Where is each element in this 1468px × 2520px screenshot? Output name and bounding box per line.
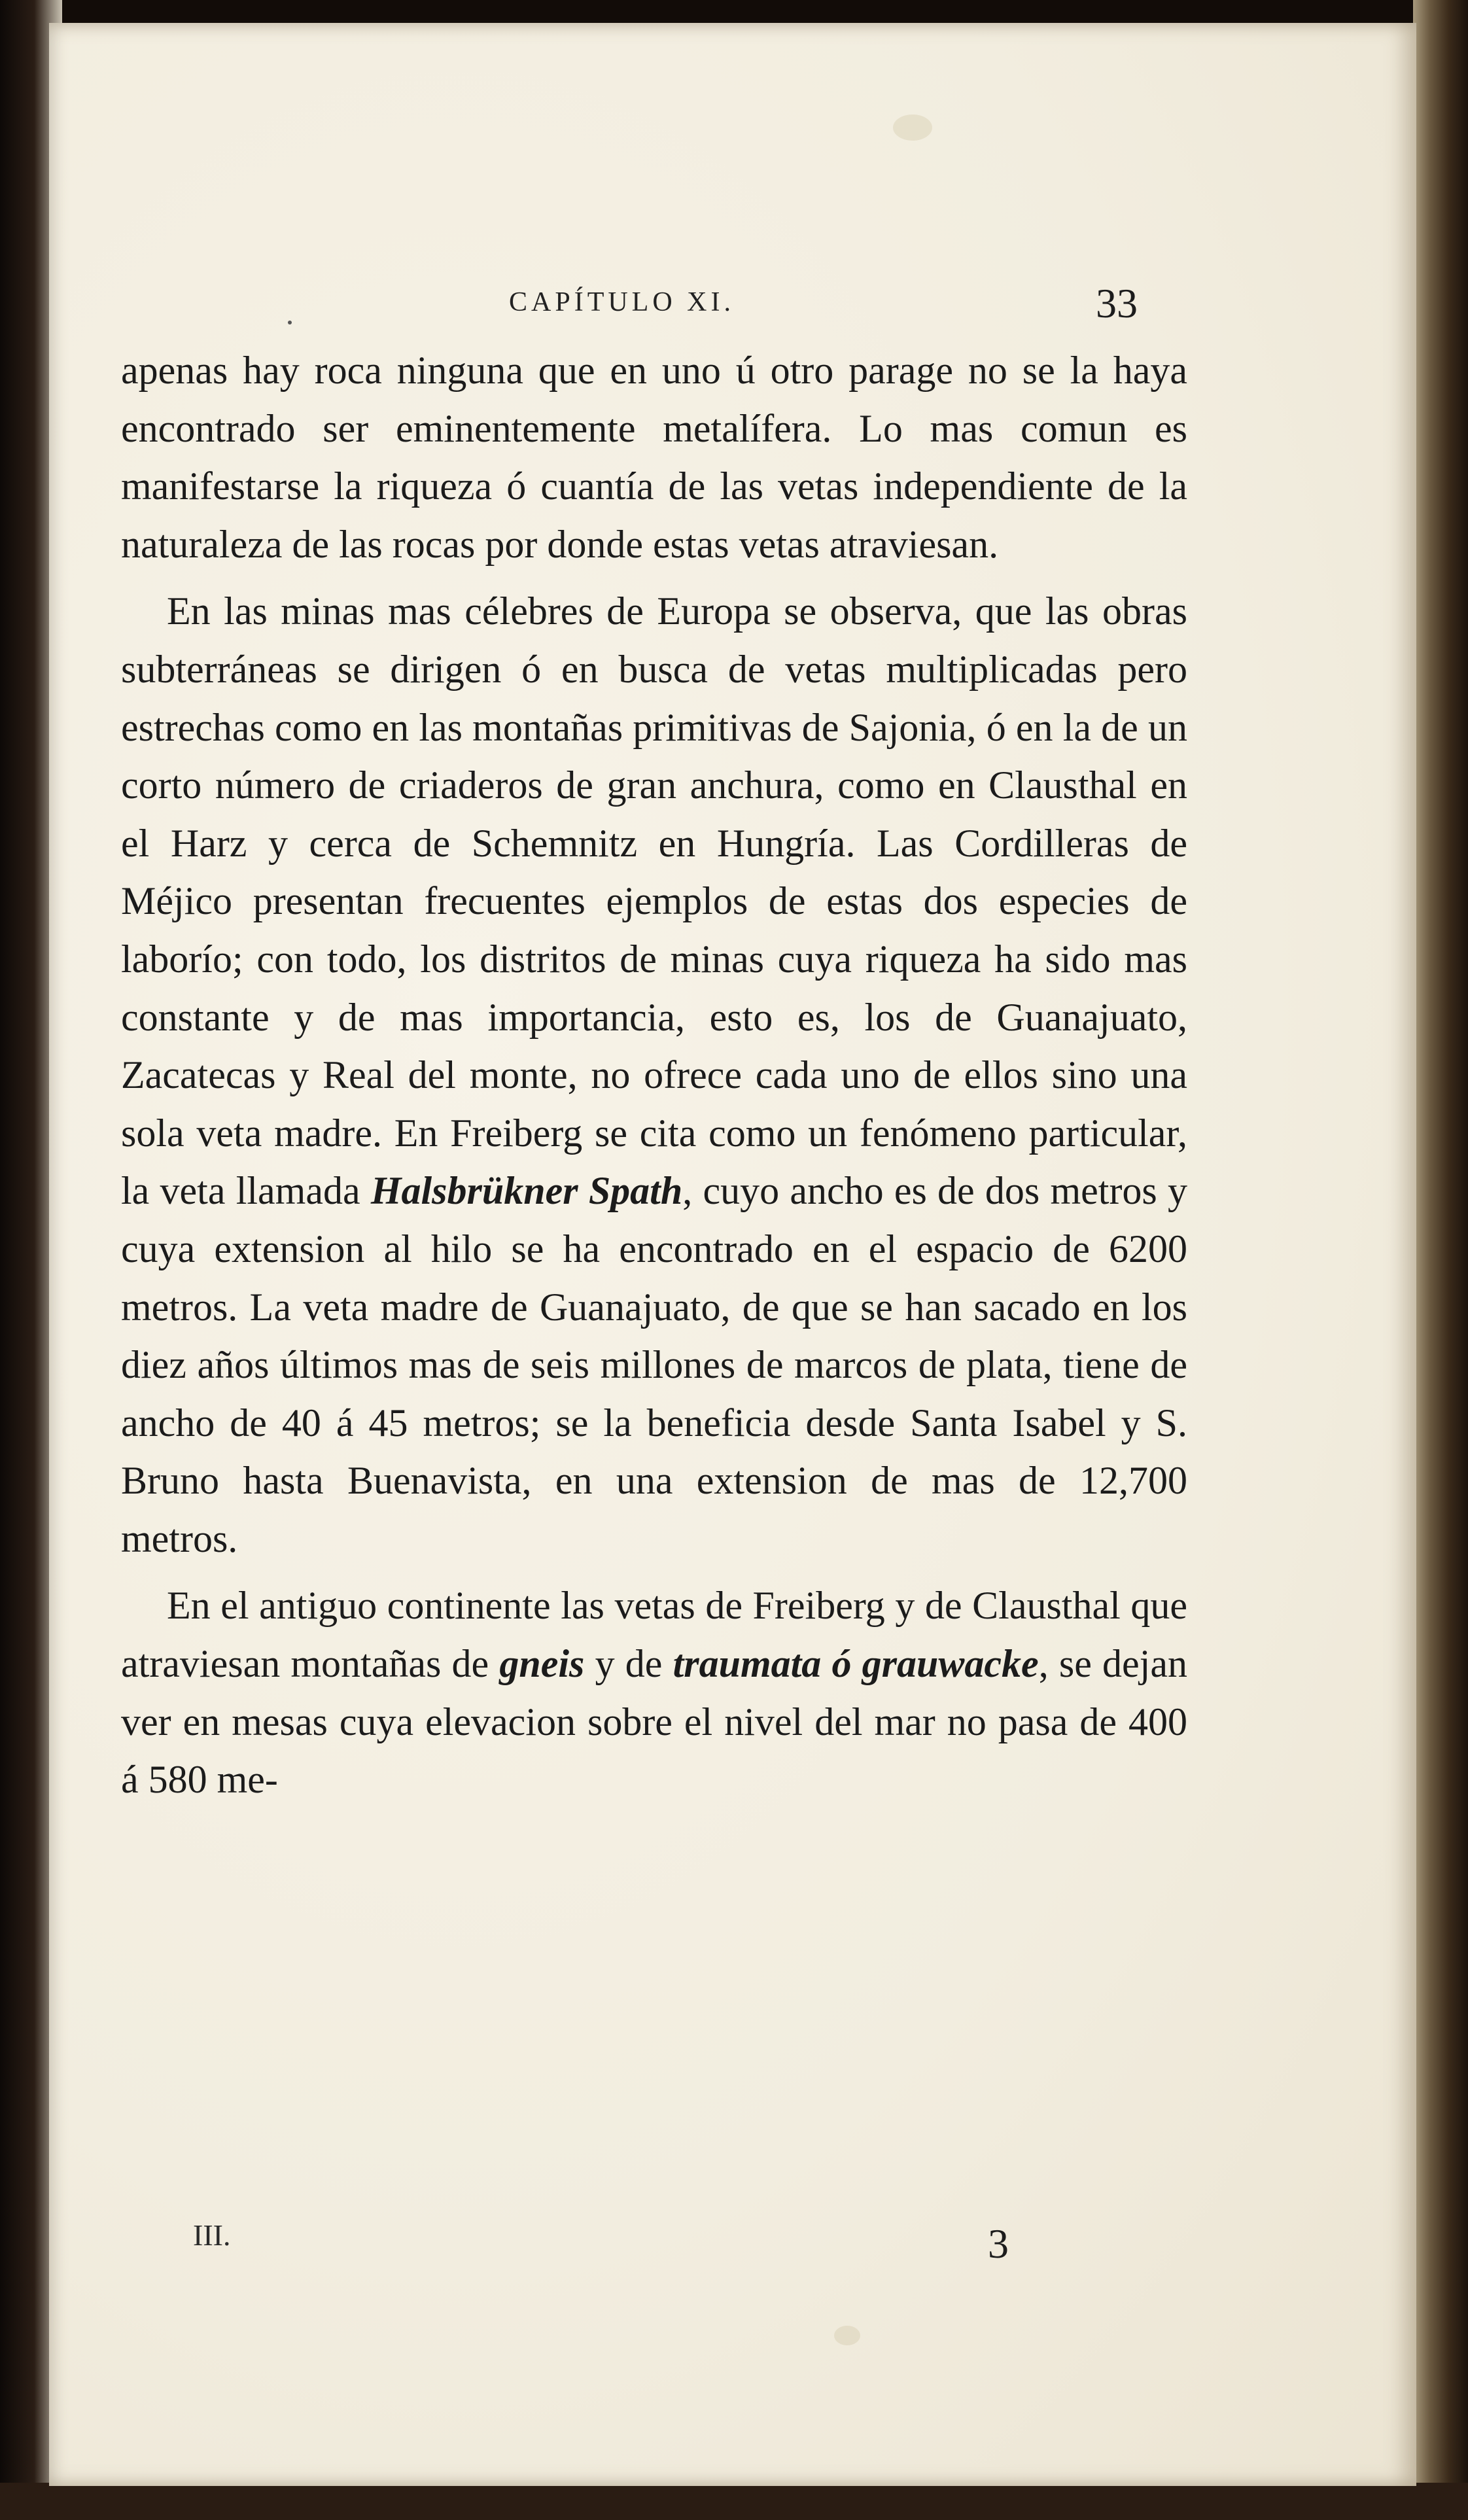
paper-stain	[893, 114, 932, 141]
paragraph-text: En las minas mas célebres de Europa se observa, que las obras subterráneas se dirigen ó en busca de vetas multiplicadas pero estrechas como en las montañas primitivas de Sajonia, ó en la de un corto número de criaderos de gran anchura, como en Clausthal en el Harz y cerca de Schemnitz en Hungría. Las Cordilleras de Méjico presentan frecuentes ejemplos de estas dos especies de laborío; con todo, los distritos de minas cuya riqueza ha sido mas constante y de mas importancia, esto es, los de Guanajuato, Zacatecas y Real del monte, no ofrece cada uno de ellos sino una sola veta madre. En Freiberg se cita como un fenómeno particular, la veta llamada	[121, 589, 1187, 1213]
running-head: CAPÍTULO XI.	[509, 287, 735, 317]
paragraph-text: , se dejan ver en mesas cuya elevacion sobre el nivel del mar no pasa de 400 á 580 me-	[121, 1642, 1187, 1802]
paper-page	[49, 23, 1416, 2486]
scan-bottom-edge	[0, 2483, 1468, 2520]
paragraph	[121, 582, 1187, 1567]
paper-stain	[834, 2326, 860, 2345]
italic-term: gneis	[499, 1642, 585, 1686]
paragraph-text: , cuyo ancho es de dos metros y cuya extension al hilo se ha encontrado en el espacio de 6200 metros. La veta madre de Guanajuato, de que se han sacado en los diez años últimos mas de seis millones de marcos de plata, tiene de ancho de 40 á 45 metros; se la beneficia desde Santa Isabel y S. Bruno hasta Buenavista, en una extension de mas de 12,700 metros.	[121, 1169, 1187, 1560]
page-number: 33	[1096, 280, 1138, 326]
italic-term: traumata ó grauwacke	[673, 1642, 1039, 1686]
paragraph-text: y de	[584, 1642, 673, 1686]
body-text	[121, 341, 1187, 1809]
signature-number: 3	[988, 2220, 1009, 2267]
paragraph-text: apenas hay roca ninguna que en uno ú otro parage no se la haya encontrado ser eminentemente metalífera. Lo mas comun es manifestarse la riqueza ó cuantía de las vetas independiente de la naturaleza de las rocas por donde estas vetas atraviesan.	[121, 349, 1187, 566]
paragraph	[121, 1577, 1187, 1808]
ink-mark	[288, 321, 292, 324]
scan-top-edge	[0, 0, 1468, 26]
paragraph-text: En el antiguo continente las vetas de Freiberg y de Clausthal que atraviesan montañas de	[121, 1584, 1187, 1686]
book-spine-edge	[1413, 0, 1468, 2520]
italic-term: Halsbrükner Spath	[370, 1169, 683, 1213]
signature-mark: III.	[193, 2218, 231, 2252]
paragraph	[121, 341, 1187, 573]
